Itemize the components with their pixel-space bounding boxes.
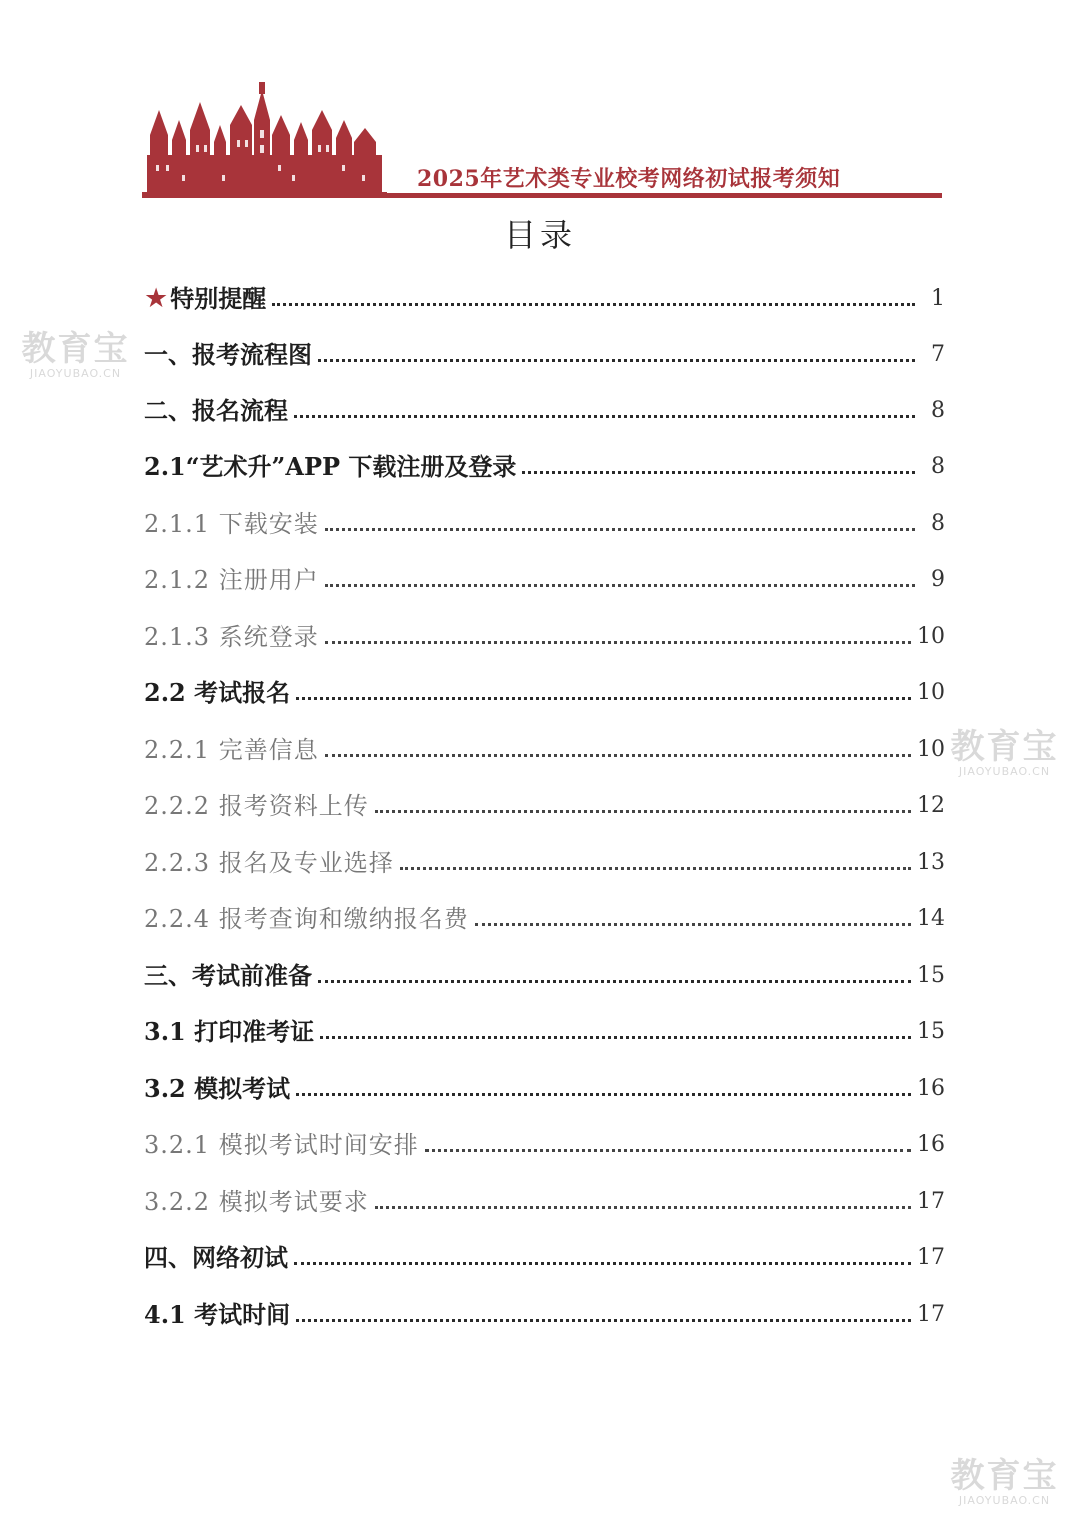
- dot-leader: [325, 754, 911, 757]
- toc-entry-pre-exam-preparation[interactable]: [144, 947, 945, 991]
- toc-entry-label: 3.2.2 模拟考试要求: [144, 1188, 369, 1216]
- toc-entry-label: 2.1.1 下载安装: [144, 510, 319, 538]
- toc-entry-label: 2.2.1 完善信息: [144, 736, 319, 764]
- toc-entry-page: 8: [931, 511, 945, 536]
- dot-leader: [318, 980, 911, 983]
- toc-entry-registration-process[interactable]: [144, 382, 945, 426]
- toc-entry-label: 三、考试前准备: [144, 961, 312, 990]
- toc-entry-page: 17: [917, 1302, 945, 1327]
- toc-entry-page: 17: [917, 1245, 945, 1270]
- toc-entry-page: 13: [917, 850, 945, 875]
- toc-entry-special-reminder[interactable]: [144, 270, 945, 314]
- toc-entry-page: 10: [917, 737, 945, 762]
- dot-leader: [296, 1319, 911, 1322]
- toc-entry-query-and-pay[interactable]: [144, 890, 945, 934]
- dot-leader: [320, 1036, 911, 1039]
- toc-entry-register-user[interactable]: [144, 551, 945, 595]
- toc-entry-flowchart[interactable]: [144, 326, 945, 370]
- toc-title: 目录: [503, 216, 576, 254]
- toc-entry-major-selection[interactable]: [144, 834, 945, 878]
- toc-entry-page: 15: [917, 1019, 945, 1044]
- toc-entry-system-login[interactable]: [144, 608, 945, 652]
- toc-entry-label: 特别提醒: [170, 284, 267, 313]
- watermark-logo: 教育宝 JIAOYUBAO.CN: [950, 1456, 1059, 1507]
- dot-leader: [325, 528, 915, 531]
- dot-leader: [475, 923, 911, 926]
- toc-entry-label: 一、报考流程图: [144, 340, 312, 369]
- toc-entry-page: 14: [917, 906, 945, 931]
- header-banner: [142, 80, 942, 205]
- toc-entry-page: 1: [931, 286, 945, 311]
- toc-entry-label: 2.2.2 报考资料上传: [144, 792, 369, 820]
- banner-divider: [142, 193, 942, 198]
- dot-leader: [294, 1262, 911, 1265]
- toc-entry-label: 4.1 考试时间: [144, 1300, 291, 1329]
- toc-entry-page: 10: [917, 624, 945, 649]
- toc-entry-label: 2.1“艺术升”APP 下载注册及登录: [144, 452, 517, 481]
- dot-leader: [375, 1206, 911, 1209]
- toc-entry-label: 3.1 打印准考证: [144, 1017, 315, 1046]
- toc-entry-label: 二、报名流程: [144, 396, 288, 425]
- toc-entry-page: 12: [917, 793, 945, 818]
- dot-leader: [318, 359, 915, 362]
- toc-entry-mock-exam[interactable]: [144, 1060, 945, 1104]
- toc-entry-page: 16: [917, 1132, 945, 1157]
- toc-entry-app-download[interactable]: [144, 438, 945, 482]
- watermark-logo: 教育宝 JIAOYUBAO.CN: [21, 329, 130, 380]
- toc-entry-page: 8: [931, 454, 945, 479]
- toc-entry-label: 2.1.2 注册用户: [144, 566, 319, 594]
- toc-entry-page: 17: [917, 1189, 945, 1214]
- toc-entry-exam-registration[interactable]: [144, 664, 945, 708]
- castle-skyline-icon: [142, 80, 387, 200]
- toc-entry-label: 四、网络初试: [144, 1243, 288, 1272]
- toc-entry-complete-info[interactable]: [144, 721, 945, 765]
- toc-entry-label: 2.2.3 报名及专业选择: [144, 849, 394, 877]
- toc-entry-page: 10: [917, 680, 945, 705]
- toc-entry-mock-exam-schedule[interactable]: [144, 1116, 945, 1160]
- dot-leader: [272, 303, 915, 306]
- dot-leader: [375, 810, 911, 813]
- star-icon: ★: [144, 283, 169, 314]
- toc-entry-online-preliminary[interactable]: [144, 1229, 945, 1273]
- toc-entry-label: 2.2 考试报名: [144, 678, 291, 707]
- toc-entry-print-admission-ticket[interactable]: [144, 1003, 945, 1047]
- toc-entry-page: 15: [917, 963, 945, 988]
- watermark-logo: 教育宝 JIAOYUBAO.CN: [950, 727, 1059, 778]
- dot-leader: [296, 697, 911, 700]
- toc-entry-download-install[interactable]: [144, 495, 945, 539]
- toc-entry-label: 2.2.4 报考查询和缴纳报名费: [144, 905, 469, 933]
- dot-leader: [425, 1149, 911, 1152]
- dot-leader: [294, 415, 915, 418]
- dot-leader: [522, 471, 915, 474]
- dot-leader: [325, 641, 911, 644]
- banner-title: 2025年艺术类专业校考网络初试报考须知: [417, 166, 841, 192]
- toc-entry-label: 2.1.3 系统登录: [144, 623, 319, 651]
- toc-entry-upload-materials[interactable]: [144, 777, 945, 821]
- toc-entry-page: 7: [931, 342, 945, 367]
- toc-entry-page: 8: [931, 398, 945, 423]
- dot-leader: [296, 1093, 911, 1096]
- toc-entry-page: 16: [917, 1076, 945, 1101]
- toc-entry-label: 3.2.1 模拟考试时间安排: [144, 1131, 419, 1159]
- toc-entry-exam-time[interactable]: [144, 1286, 945, 1330]
- toc-entry-page: 9: [931, 567, 945, 592]
- dot-leader: [400, 867, 911, 870]
- dot-leader: [325, 584, 915, 587]
- toc-entry-mock-exam-requirements[interactable]: [144, 1173, 945, 1217]
- toc-entry-label: 3.2 模拟考试: [144, 1074, 291, 1103]
